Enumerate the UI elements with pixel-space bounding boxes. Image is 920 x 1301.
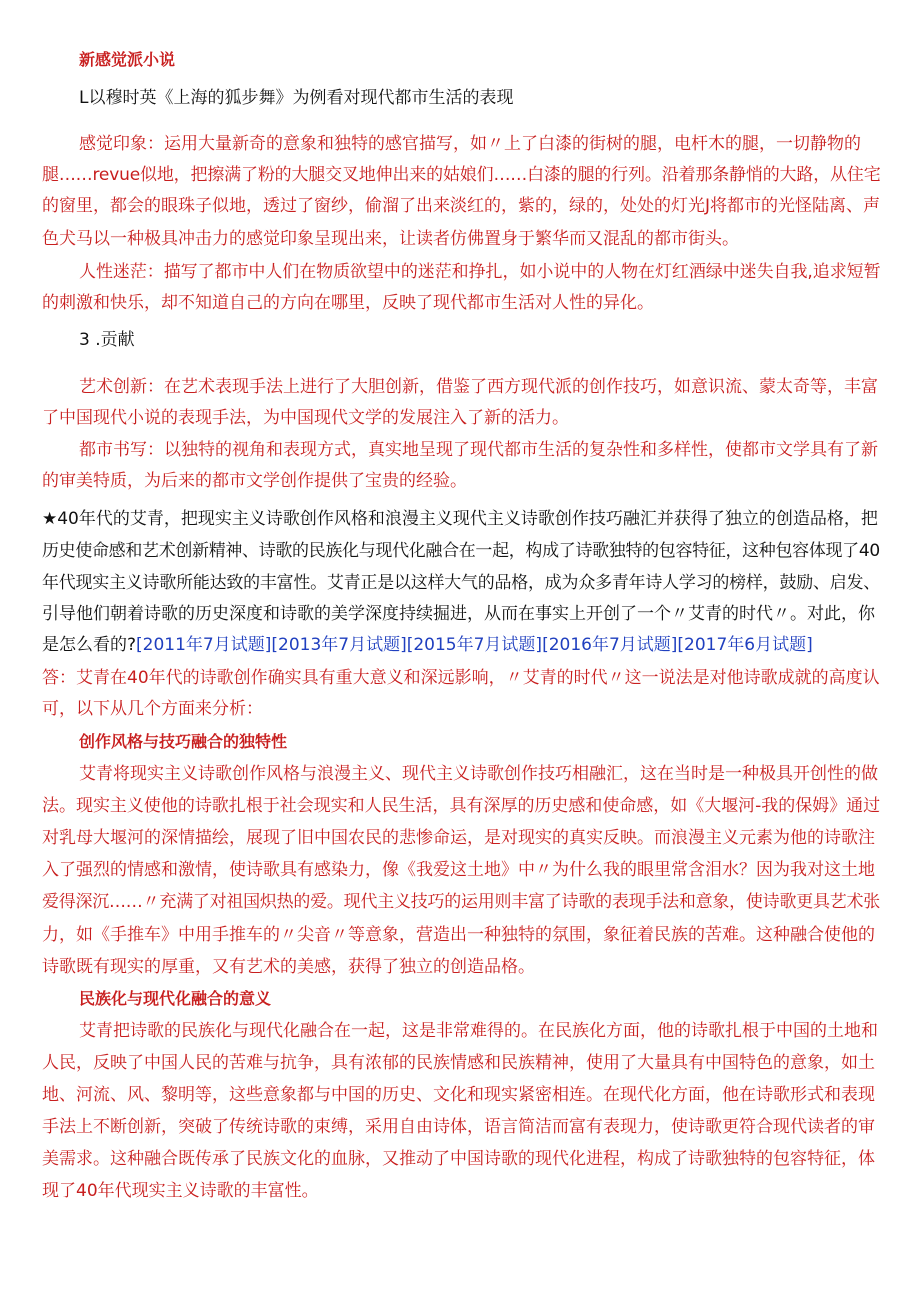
paragraph-line: 艺术创新：在艺术表现手法上进行了大胆创新，借鉴了西方现代派的创作技巧，如意识流、蒙太奇等，丰富 (79, 377, 878, 397)
paragraph-line: 手法上不断创新，突破了传统诗歌的束缚，采用自由诗体，语言简洁而富有表现力，使诗歌更符合现代读者的审 (42, 1117, 875, 1137)
paragraph-line: 色犬马以一种极具冲击力的感觉印象呈现出来，让读者仿佛置身于繁华而又混乱的都市街头。 (42, 229, 739, 249)
paragraph-line: 诗歌既有现实的厚重，又有艺术的美感，获得了独立的创造品格。 (42, 957, 535, 977)
answer-line: 可，以下从几个方面来分析： (42, 699, 263, 719)
paragraph-line: 的窗里，都会的眼珠子似地，透过了窗纱，偷溜了出来淡红的，紫的，绿的，处处的灯光J将都市的光怪陆离、声 (42, 196, 881, 216)
paragraph-line: 了中国现代小说的表现手法，为中国现代文学的发展注入了新的活力。 (42, 408, 569, 428)
question-line: ★40年代的艾青，把现实主义诗歌创作风格和浪漫主义现代主义诗歌创作技巧融汇并获得了独立的创造品格，把 (42, 509, 878, 529)
paragraph-line: 地、河流、风、黎明等，这些意象都与中国的历史、文化和现实紧密相连。在现代化方面，他在诗歌形式和表现 (42, 1085, 875, 1105)
paragraph-line: 感觉印象：运用大量新奇的意象和独特的感官描写，如〃上了白漆的街树的腿，电杆木的腿，一切静物的 (79, 134, 861, 154)
answer-line: 答：艾青在40年代的诗歌创作确实具有重大意义和深远影响，〃艾青的时代〃这一说法是对他诗歌成就的高度认 (42, 668, 880, 688)
paragraph-line: 人性迷茫：描写了都市中人们在物质欲望中的迷茫和挣扎，如小说中的人物在灯红酒绿中迷失自我,追求短暂 (79, 262, 881, 282)
paragraph-line: 人民，反映了中国人民的苦难与抗争，具有浓郁的民族情感和民族精神，使用了大量具有中国特色的意象，如土 (42, 1053, 875, 1073)
paragraph-line: 美需求。这种融合既传承了民族文化的血脉，又推动了中国诗歌的现代化进程，构成了诗歌独特的包容特征，体 (42, 1149, 875, 1169)
paragraph-line: 的刺激和快乐，却不知道自己的方向在哪里，反映了现代都市生活对人性的异化。 (42, 293, 654, 313)
paragraph-line: 入了强烈的情感和激情，使诗歌具有感染力，像《我爱这土地》中〃为什么我的眼里常含泪水？因为我对这土地 (42, 860, 875, 880)
question-line: 历史使命感和艺术创新精神、诗歌的民族化与现代化融合在一起，构成了诗歌独特的包容特征，这种包容体现了40 (42, 541, 880, 561)
paragraph-line: 法。现实主义使他的诗歌扎根于社会现实和人民生活，具有深厚的历史感和使命感，如《大堰河-我的保姆》通过 (42, 796, 881, 816)
question-line: 年代现实主义诗歌所能达致的丰富性。艾青正是以这样大气的品格，成为众多青年诗人学习的榜样，鼓励、启发、 (42, 573, 880, 593)
paragraph-line: 对乳母大堰河的深情描绘，展现了旧中国农民的悲惨命运，是对现实的真实反映。而浪漫主义元素为他的诗歌注 (42, 828, 875, 848)
exam-references: [2011年7月试题][2013年7月试题][2015年7月试题][2016年7月试题][2017年6月试题] (136, 635, 813, 655)
paragraph-line: 腿……revue似地，把擦满了粉的大腿交叉地伸出来的姑娘们……白漆的腿的行列。沿着那条静悄的大路，从住宅 (42, 165, 881, 185)
paragraph-line: 力，如《手推车》中用手推车的〃尖音〃等意象，营造出一种独特的氛围，象征着民族的苦难。这种融合使他的 (42, 925, 875, 945)
paragraph-line: 爱得深沉……〃充满了对祖国炽热的爱。现代主义技巧的运用则丰富了诗歌的表现手法和意象，使诗歌更具艺术张 (42, 892, 880, 912)
paragraph-line: 都市书写：以独特的视角和表现方式，真实地呈现了现代都市生活的复杂性和多样性，使都市文学具有了新 (79, 440, 878, 460)
section-subtitle: L以穆时英《上海的狐步舞》为例看对现代都市生活的表现 (79, 88, 514, 108)
answer-subheading: 民族化与现代化融合的意义 (79, 989, 272, 1008)
section-heading: 新感觉派小说 (79, 50, 176, 69)
section-heading: 3 .贡献 (79, 330, 135, 350)
paragraph-line: 现了40年代现实主义诗歌的丰富性。 (42, 1181, 319, 1201)
paragraph-line: 的审美特质，为后来的都市文学创作提供了宝贵的经验。 (42, 471, 467, 491)
question-line: 引导他们朝着诗歌的历史深度和诗歌的美学深度持续掘进，从而在事实上开创了一个〃艾青的时代〃。对此，你 (42, 604, 875, 624)
question-last-text: 是怎么看的? (42, 635, 137, 655)
paragraph-line: 艾青将现实主义诗歌创作风格与浪漫主义、现代主义诗歌创作技巧相融汇，这在当时是一种极具开创性的做 (79, 764, 878, 784)
paragraph-line: 艾青把诗歌的民族化与现代化融合在一起，这是非常难得的。在民族化方面，他的诗歌扎根于中国的土地和 (79, 1021, 878, 1041)
answer-subheading: 创作风格与技巧融合的独特性 (79, 732, 288, 751)
question-line (42, 634, 813, 656)
